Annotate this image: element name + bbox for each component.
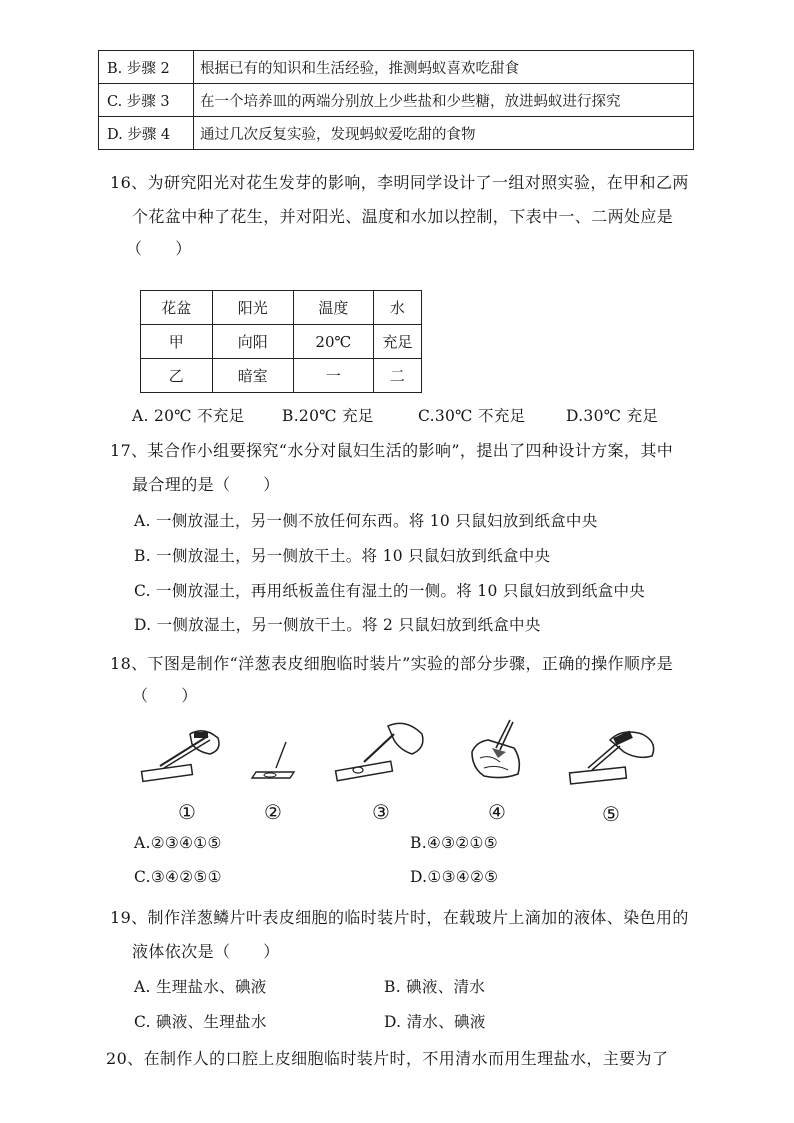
q16-experiment-table [140,290,422,393]
table-row [141,359,422,393]
q18-stem-line1: 18、下图是制作“洋葱表皮细胞临时装片”实验的部分步骤，正确的操作顺序是 [110,654,674,673]
q18-option-b: B.④③②①⑤ [410,834,498,852]
q15-steps-table [98,50,694,150]
q16-option-c: C.30℃ 不充足 [418,407,526,425]
q19-stem-line1: 19、制作洋葱鳞片叶表皮细胞的临时装片时，在载玻片上滴加的液体、染色用的 [110,908,689,927]
q19-option-a: A. 生理盐水、碘液 [134,978,267,996]
step-cell: B. 步骤 2 [99,51,194,84]
table-header-row [141,291,422,325]
table-row [141,325,422,359]
step-cell: D. 步骤 4 [99,117,194,150]
step2-coverslip-figure [246,738,298,788]
q16-stem-line2: 个花盆中种了花生，并对阳光、温度和水加以控制，下表中一、二两处应是 [132,207,674,226]
figure-label-1: ① [178,800,196,824]
desc-cell: 根据已有的知识和生活经验，推测蚂蚁喜欢吃甜食 [194,51,694,84]
q19-option-c: C. 碘液、生理盐水 [134,1013,267,1031]
figure-label-3: ③ [372,800,390,824]
q18-option-a: A.②③④①⑤ [134,834,222,852]
q20-stem-line1: 20、在制作人的口腔上皮细胞临时装片时，不用清水而用生理盐水，主要为了 [106,1049,669,1068]
q17-option-b: B. 一侧放湿土，另一侧放干土。将 10 只鼠妇放到纸盒中央 [134,547,551,565]
cell: 充足 [373,325,421,359]
step1-dropper-slide-figure [130,728,230,788]
q19-stem-line2: 液体依次是（ ） [132,942,280,961]
q16-answer-paren: （ ） [126,239,192,258]
q16-option-b: B.20℃ 充足 [282,407,374,425]
cell: 20℃ [293,325,373,359]
q19-option-d: D. 清水、碘液 [384,1013,486,1031]
step5-forceps-figure [566,726,666,788]
header-cell: 花盆 [141,291,213,325]
cell: 甲 [141,325,213,359]
header-cell: 阳光 [212,291,293,325]
q19-option-b: B. 碘液、清水 [384,978,486,996]
q17-option-c: C. 一侧放湿土，再用纸板盖住有湿土的一侧。将 10 只鼠妇放到纸盒中央 [134,582,646,600]
q16-option-d: D.30℃ 充足 [566,407,659,425]
figure-label-4: ④ [488,800,506,824]
q16-option-a: A. 20℃ 不充足 [132,407,245,425]
cell: 暗室 [212,359,293,393]
header-cell: 水 [373,291,421,325]
q17-option-d: D. 一侧放湿土，另一侧放干土。将 2 只鼠妇放到纸盒中央 [134,616,541,634]
cell: 乙 [141,359,213,393]
figure-label-5: ⑤ [602,802,620,826]
q17-stem-line1: 17、某合作小组要探究“水分对鼠妇生活的影响”，提出了四种设计方案，其中 [110,441,674,460]
cell: 二 [373,359,421,393]
q18-option-d: D.①③④②⑤ [410,868,499,886]
step3-dropper-figure [330,720,430,788]
table-row [99,117,694,150]
cell: 一 [293,359,373,393]
q17-option-a: A. 一侧放湿土，另一侧不放任何东西。将 10 只鼠妇放到纸盒中央 [134,512,598,530]
figure-label-2: ② [264,800,282,824]
header-cell: 温度 [293,291,373,325]
q18-option-c: C.③④②⑤① [134,868,222,886]
desc-cell: 在一个培养皿的两端分别放上少些盐和少些糖，放进蚂蚁进行探究 [194,84,694,117]
q17-stem-line2: 最合理的是（ ） [132,475,280,494]
table-row [99,84,694,117]
q16-stem-line1: 16、为研究阳光对花生发芽的影响，李明同学设计了一组对照实验，在甲和乙两 [110,173,689,192]
step-cell: C. 步骤 3 [99,84,194,117]
step4-onion-peel-figure [466,718,530,784]
table-row [99,51,694,84]
cell: 向阳 [212,325,293,359]
q18-answer-paren: （ ） [132,686,198,705]
desc-cell: 通过几次反复实验，发现蚂蚁爱吃甜的食物 [194,117,694,150]
